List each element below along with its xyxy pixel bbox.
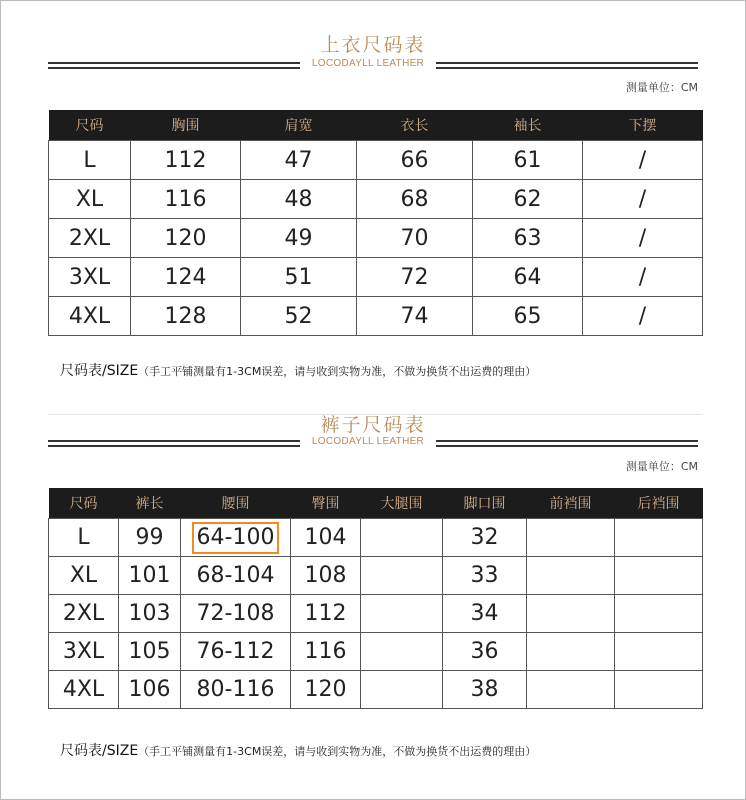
table-row (49, 219, 703, 258)
shoulder-cell: 49 (241, 219, 357, 258)
back-rise-cell (615, 633, 703, 671)
size-cell: 2XL (49, 219, 131, 258)
length-cell: 66 (357, 141, 473, 180)
size-cell: XL (49, 557, 119, 595)
chest-cell: 124 (131, 258, 241, 297)
header-cell: 袖长 (473, 110, 583, 141)
tops-title: 上衣尺码表 (320, 34, 426, 56)
hip-cell: 116 (291, 633, 361, 671)
size-cell: 4XL (49, 297, 131, 336)
size-cell: L (49, 141, 131, 180)
pants-title: 裤子尺码表 (320, 414, 426, 436)
frame-top (0, 0, 746, 1)
size-note (60, 360, 536, 380)
table-header-row (49, 110, 703, 141)
header-cell: 臀围 (291, 488, 361, 519)
table-row (49, 633, 703, 671)
waist-cell: 68-104 (181, 557, 291, 595)
size-cell: 3XL (49, 633, 119, 671)
front-rise-cell (527, 519, 615, 557)
header-cell: 下摆 (583, 110, 703, 141)
header-cell: 裤长 (119, 488, 181, 519)
header-cell: 肩宽 (241, 110, 357, 141)
length-cell: 70 (357, 219, 473, 258)
shoulder-cell: 47 (241, 141, 357, 180)
hip-cell: 120 (291, 671, 361, 709)
back-rise-cell (615, 519, 703, 557)
chest-cell: 128 (131, 297, 241, 336)
note-main: 尺码表/SIZE (60, 743, 139, 759)
hem-cell: / (583, 297, 703, 336)
table-row (49, 519, 703, 557)
hip-cell: 108 (291, 557, 361, 595)
back-rise-cell (615, 595, 703, 633)
length-cell: 101 (119, 557, 181, 595)
back-rise-cell (615, 671, 703, 709)
back-rise-cell (615, 557, 703, 595)
header-cell: 尺码 (49, 110, 131, 141)
table-row (49, 557, 703, 595)
table-row (49, 671, 703, 709)
tops-size-table (48, 110, 703, 336)
table-row (49, 297, 703, 336)
front-rise-cell (527, 633, 615, 671)
leg-opening-cell: 34 (443, 595, 527, 633)
waist-cell (181, 519, 291, 557)
hip-cell: 104 (291, 519, 361, 557)
frame-left (0, 0, 1, 800)
note-main: 尺码表/SIZE (60, 363, 139, 379)
length-cell: 99 (119, 519, 181, 557)
size-cell: 4XL (49, 671, 119, 709)
leg-opening-cell: 33 (443, 557, 527, 595)
front-rise-cell (527, 557, 615, 595)
table-row (49, 595, 703, 633)
size-cell: XL (49, 180, 131, 219)
waist-cell: 72-108 (181, 595, 291, 633)
size-cell: L (49, 519, 119, 557)
hem-cell: / (583, 141, 703, 180)
title-rule-left (48, 440, 300, 448)
waist-cell: 80-116 (181, 671, 291, 709)
header-cell: 前裆围 (527, 488, 615, 519)
leg-opening-cell: 38 (443, 671, 527, 709)
header-cell: 胸围 (131, 110, 241, 141)
front-rise-cell (527, 671, 615, 709)
sleeve-cell: 62 (473, 180, 583, 219)
length-cell: 106 (119, 671, 181, 709)
length-cell: 68 (357, 180, 473, 219)
header-cell: 后裆围 (615, 488, 703, 519)
thigh-cell (361, 519, 443, 557)
sleeve-cell: 64 (473, 258, 583, 297)
hip-cell: 112 (291, 595, 361, 633)
shoulder-cell: 51 (241, 258, 357, 297)
hem-cell: / (583, 258, 703, 297)
brand-label: LOCODAYLL LEATHER (311, 58, 425, 69)
highlighted-waist-value: 64-100 (192, 522, 280, 554)
sleeve-cell: 63 (473, 219, 583, 258)
title-rule-left (48, 62, 300, 70)
front-rise-cell (527, 595, 615, 633)
thigh-cell (361, 595, 443, 633)
header-cell: 腰围 (181, 488, 291, 519)
size-cell: 3XL (49, 258, 131, 297)
thigh-cell (361, 633, 443, 671)
thigh-cell (361, 671, 443, 709)
size-cell: 2XL (49, 595, 119, 633)
header-cell: 大腿围 (361, 488, 443, 519)
table-row (49, 180, 703, 219)
pants-size-table (48, 488, 703, 709)
hem-cell: / (583, 219, 703, 258)
hem-cell: / (583, 180, 703, 219)
note-disclaimer: （手工平铺测量有1-3CM误差，请与收到实物为准，不做为换货不出运费的理由） (138, 365, 537, 378)
waist-cell: 76-112 (181, 633, 291, 671)
note-disclaimer: （手工平铺测量有1-3CM误差，请与收到实物为准，不做为换货不出运费的理由） (138, 745, 537, 758)
chest-cell: 116 (131, 180, 241, 219)
leg-opening-cell: 36 (443, 633, 527, 671)
size-note (60, 740, 536, 760)
brand-label: LOCODAYLL LEATHER (311, 436, 425, 447)
shoulder-cell: 52 (241, 297, 357, 336)
title-rule-right (436, 440, 698, 448)
length-cell: 105 (119, 633, 181, 671)
unit-label: 测量单位：CM (625, 460, 698, 473)
leg-opening-cell: 32 (443, 519, 527, 557)
shoulder-cell: 48 (241, 180, 357, 219)
chest-cell: 120 (131, 219, 241, 258)
thigh-cell (361, 557, 443, 595)
sleeve-cell: 65 (473, 297, 583, 336)
unit-label: 测量单位：CM (625, 81, 698, 94)
header-cell: 衣长 (357, 110, 473, 141)
table-header-row (49, 488, 703, 519)
title-rule-right (436, 62, 698, 70)
table-row (49, 258, 703, 297)
chest-cell: 112 (131, 141, 241, 180)
sleeve-cell: 61 (473, 141, 583, 180)
header-cell: 尺码 (49, 488, 119, 519)
length-cell: 72 (357, 258, 473, 297)
length-cell: 74 (357, 297, 473, 336)
table-row (49, 141, 703, 180)
header-cell: 脚口围 (443, 488, 527, 519)
length-cell: 103 (119, 595, 181, 633)
